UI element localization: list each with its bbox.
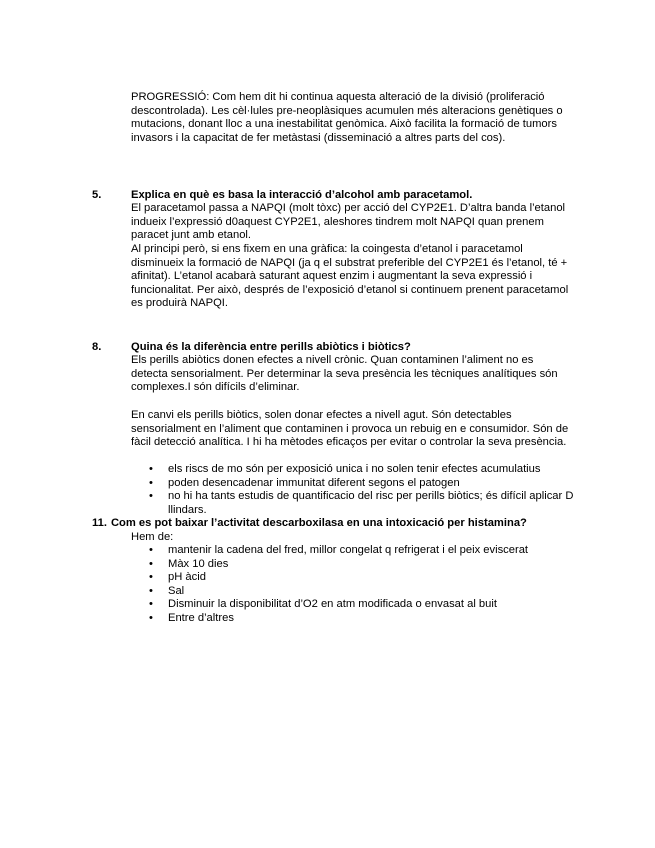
- question-5-answer-p2: Al principi però, si ens fixem en una gràfica: la coingesta d’etanol i paracetamol disminueix la formació de NAPQI (ja q el substrat preferible del CYP2E1 és l’etanol, té + afinitat). L’etanol acabarà saturant aquest enzim i augmentant la seva expressió i funcionalitat. Per això, després de l’exposició d’etanol si continuem prenent paracetamol es produirà NAPQI.: [131, 243, 569, 310]
- list-item: • els riscs de mo són per exposició unica i no solen tenir efectes acumulatius: [149, 463, 579, 477]
- list-item: • Sal: [149, 585, 579, 599]
- question-5-title: Explica en què es basa la interacció d’alcohol amb paracetamol.: [131, 189, 473, 201]
- question-11-intro: Hem de:: [131, 531, 174, 543]
- question-8-title: Quina és la diferència entre perills abiòtics i biòtics?: [131, 341, 411, 353]
- question-8-heading: [92, 341, 582, 355]
- list-item: • Entre d’altres: [149, 612, 579, 626]
- list-item: • Disminuir la disponibilitat d’O2 en atm modificada o envasat al buit: [149, 598, 579, 612]
- question-8-number: 8.: [92, 341, 102, 353]
- question-11-bullet-list: [149, 544, 579, 626]
- question-8-bullet-list: [149, 463, 579, 517]
- list-item: • Màx 10 dies: [149, 558, 579, 572]
- question-5-number: 5.: [92, 189, 102, 201]
- question-11-title: Com es pot baixar l’activitat descarboxilasa en una intoxicació per histamina?: [110, 517, 527, 529]
- question-11-heading: [92, 517, 582, 531]
- list-item: • pH àcid: [149, 571, 579, 585]
- question-8-answer-p2: En canvi els perills biòtics, solen donar efectes a nivell agut. Són detectables sensorialment en l’aliment que contaminen i provoca un rebuig en e consumidor. Són de fàcil detecció analítica. I hi ha mètodes eficaços per evitar o controlar la seva presència.: [131, 409, 569, 449]
- list-item: • poden desencadenar immunitat diferent segons el patogen: [149, 477, 579, 491]
- progressio-paragraph: PROGRESSIÓ: Com hem dit hi continua aquesta alteració de la divisió (proliferació descontrolada). Les cèl·lules pre-neoplàsiques acumulen més alteracions genètiques o mutacions, donant lloc a una inestabilitat genòmica. Això facilita la formació de tumors invasors i la capacitat de fer metàstasi (disseminació a altres parts del cos).: [131, 91, 563, 144]
- list-item: • mantenir la cadena del fred, millor congelat q refrigerat i el peix eviscerat: [149, 544, 579, 558]
- list-item: • no hi ha tants estudis de quantificacio del risc per perills biòtics; és difícil aplicar D llindars.: [149, 490, 579, 517]
- question-5-answer-p1: El paracetamol passa a NAPQI (molt tòxc) per acció del CYP2E1. D’altra banda l’etanol indueix l’expressió d0aquest CYP2E1, aleshores tindrem molt NAPQI quan prenem paracet junt amb etanol.: [131, 202, 566, 242]
- question-8-answer-p1: Els perills abiòtics donen efectes a nivell crònic. Quan contaminen l’aliment no es detecta sensorialment. Per determinar la seva presència les tècniques analítiques són complexes.I són difícils d’eliminar.: [131, 354, 558, 394]
- question-5-heading: [92, 189, 582, 203]
- question-11-number: 11.: [92, 517, 107, 529]
